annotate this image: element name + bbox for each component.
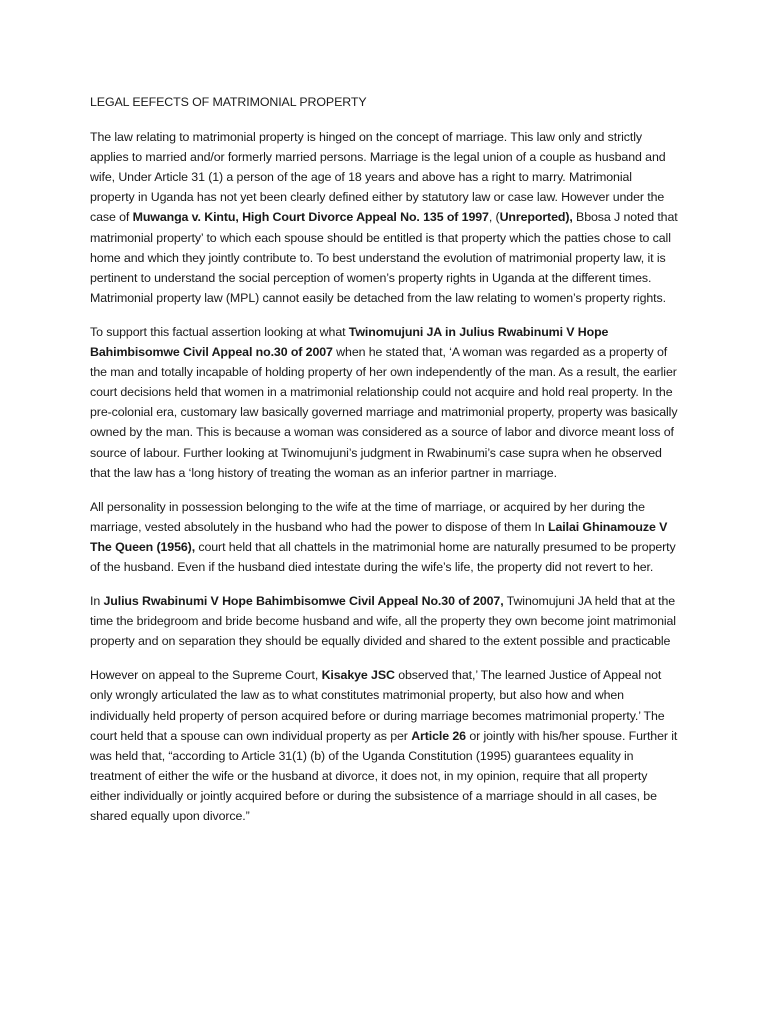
- document-page: [90, 92, 678, 840]
- paragraph-5-text-3: or jointly with his/her spouse. Further it was held that, “according to Article 31(1) (b) of the Uganda Constitution (1995) guarantees equality in treatment of either the wife or the husband at divorce, it does not, in my opinion, require that all property either individually or jointly acquired before or during the subsistence of a marriage should in all cases, be shared equally upon divorce.”: [90, 728, 678, 823]
- paragraph-3-text-1: All personality in possession belonging to the wife at the time of marriage, or acquired by her during the marriage, vested absolutely in the husband who had the power to dispose of them In: [90, 499, 645, 534]
- paragraph-5: [90, 665, 678, 826]
- paragraph-3: [90, 497, 678, 577]
- paragraph-3-text-2: court held that all chattels in the matrimonial home are naturally presumed to be property of the husband. Even if the husband died intestate during the wife’s life, the property did not revert to her.: [90, 539, 676, 574]
- judge-name-kisakye: Kisakye JSC: [321, 668, 395, 683]
- case-citation-muwanga: Muwanga v. Kintu, High Court Divorce Appeal No. 135 of 1997: [132, 210, 489, 225]
- unreported-label: Unreported),: [499, 210, 573, 225]
- article-26-reference: Article 26: [411, 728, 466, 743]
- paragraph-2-text-1: To support this factual assertion looking at what: [90, 324, 349, 339]
- paragraph-4: [90, 591, 678, 651]
- paragraph-5-text-1: However on appeal to the Supreme Court,: [90, 668, 322, 683]
- case-citation-lailai: Lailai Ghinamouze V The Queen (1956),: [90, 519, 668, 554]
- case-citation-rwabinumi-appeal: Julius Rwabinumi V Hope Bahimbisomwe Civil Appeal No.30 of 2007,: [103, 594, 504, 609]
- paragraph-2: [90, 322, 678, 483]
- paragraph-2-text-2: when he stated that, ‘A woman was regarded as a property of the man and totally incapable of holding property of her own independently of the man. As a result, the earlier court decisions held that women in a matrimonial relationship could not acquire and hold real property. In the pre-colonial era, customary law basically governed marriage and matrimonial property, property was basically owned by the man. This is because a woman was considered as a source of labor and divorce meant loss of source of labour. Further looking at Twinomujuni’s judgment in Rwabinumi’s case supra when he observed that the law has a ‘long history of treating the woman as an inferior partner in marriage.: [90, 345, 678, 480]
- paragraph-5-text-2: observed that,’ The learned Justice of Appeal not only wrongly articulated the law as to what constitutes matrimonial property, but also how and when individually held property of person acquired before or during marriage becomes matrimonial property.’ The court held that a spouse can own individual property as per: [90, 668, 665, 743]
- document-title: LEGAL EEFECTS OF MATRIMONIAL PROPERTY: [90, 95, 367, 109]
- paragraph-1-text-2: , (: [488, 210, 500, 225]
- paragraph-1-text-3: Bbosa J noted that matrimonial property’ to which each spouse should be entitled is that property which the patties chose to call home and which they jointly contribute to. To best understand the evolution of matrimonial property law, it is pertinent to understand the social perception of women’s property rights in Uganda at the different times. Matrimonial property law (MPL) cannot easily be detached from the law relating to women’s property rights.: [90, 210, 678, 305]
- paragraph-4-text-2: Twinomujuni JA held that at the time the bridegroom and bride become husband and wife, all the property they own become joint matrimonial property and on separation they should be equally divided and shared to the extent possible and practicable: [90, 594, 676, 649]
- paragraph-1-text-1: The law relating to matrimonial property is hinged on the concept of marriage. This law only and strictly applies to married and/or formerly married persons. Marriage is the legal union of a couple as husband and wife, Under Article 31 (1) a person of the age of 18 years and above has a right to marry. Matrimonial property in Uganda has not yet been clearly defined either by statutory law or case law. However under the case of: [90, 130, 666, 225]
- case-citation-rwabinumi: Twinomujuni JA in Julius Rwabinumi V Hope Bahimbisomwe Civil Appeal no.30 of 2007: [90, 324, 609, 360]
- paragraph-4-text-1: In: [90, 594, 104, 609]
- paragraph-1: [90, 127, 678, 308]
